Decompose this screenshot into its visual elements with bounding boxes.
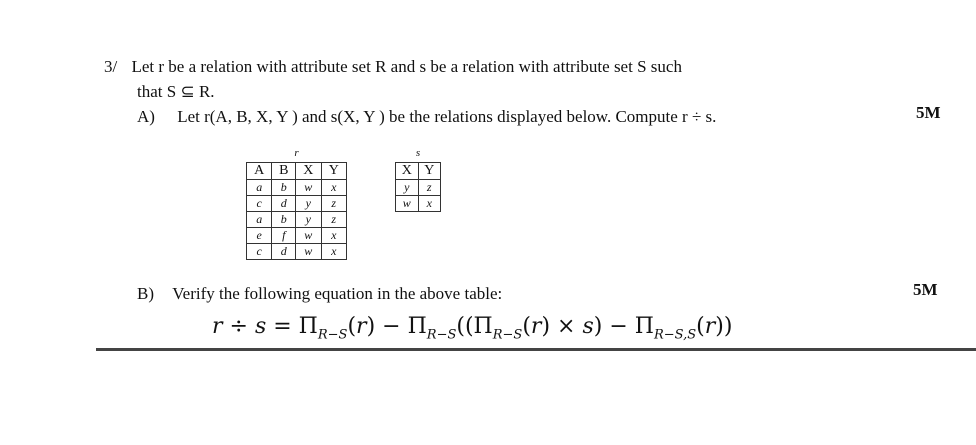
table-cell: z: [321, 196, 346, 212]
table-cell: e: [247, 228, 272, 244]
table-cell: f: [272, 228, 296, 244]
table-r: [246, 144, 347, 260]
table-row: [247, 180, 347, 196]
table-cell: x: [321, 244, 346, 260]
table-cell: w: [296, 228, 321, 244]
table-r-header: Y: [321, 163, 346, 180]
part-b-marks: 5M: [913, 280, 938, 299]
table-cell: b: [272, 212, 296, 228]
table-s: [395, 144, 441, 212]
number-slash-mark: /: [112, 57, 118, 76]
table-r-header: A: [247, 163, 272, 180]
table-cell: a: [247, 212, 272, 228]
question-number: 3: [104, 57, 113, 76]
table-row: [247, 228, 347, 244]
table-s-header: Y: [418, 163, 441, 180]
table-row: [247, 212, 347, 228]
table-cell: x: [321, 228, 346, 244]
table-s-header: X: [396, 163, 419, 180]
table-cell: y: [396, 180, 419, 196]
table-r-header-row: [247, 163, 347, 180]
table-cell: x: [321, 180, 346, 196]
table-cell: w: [396, 196, 419, 212]
table-cell: z: [321, 212, 346, 228]
table-cell: c: [247, 196, 272, 212]
division-formula: $r \div s = \Pi_{R-S}(r) - \Pi_{R-S}((\Pi_{R-S}(r) \times s) - \Pi_{R-S,S}(r))$: [212, 314, 733, 343]
table-cell: d: [272, 244, 296, 260]
part-b-line: [137, 284, 502, 304]
table-r-header: B: [272, 163, 296, 180]
table-cell: w: [296, 180, 321, 196]
part-a-marks: 5M: [916, 103, 941, 122]
bottom-rule: [96, 348, 976, 351]
table-cell: b: [272, 180, 296, 196]
table-s-name: s: [396, 144, 441, 163]
table-row: [247, 244, 347, 260]
table-cell: y: [296, 196, 321, 212]
table-cell: d: [272, 196, 296, 212]
table-row: [396, 180, 441, 196]
table-r-header: X: [296, 163, 321, 180]
part-a-text: Let r(A, B, X, Y ) and s(X, Y ) be the relations displayed below. Compute r ÷ s.: [177, 107, 717, 126]
table-row: [247, 196, 347, 212]
table-s-header-row: [396, 163, 441, 180]
part-a-line: [137, 107, 716, 127]
table-cell: w: [296, 244, 321, 260]
part-a-label: A): [137, 107, 155, 126]
table-cell: a: [247, 180, 272, 196]
table-cell: y: [296, 212, 321, 228]
table-row: [396, 196, 441, 212]
question-line-1: [104, 57, 682, 77]
table-cell: x: [418, 196, 441, 212]
part-b-label: B): [137, 284, 154, 303]
question-text-line-1: Let r be a relation with attribute set R and s be a relation with attribute set S such: [131, 57, 682, 76]
question-line-2: that S ⊆ R.: [137, 82, 215, 101]
table-cell: z: [418, 180, 441, 196]
part-b-text: Verify the following equation in the above table:: [172, 284, 503, 303]
table-r-name: r: [247, 144, 347, 163]
table-cell: c: [247, 244, 272, 260]
